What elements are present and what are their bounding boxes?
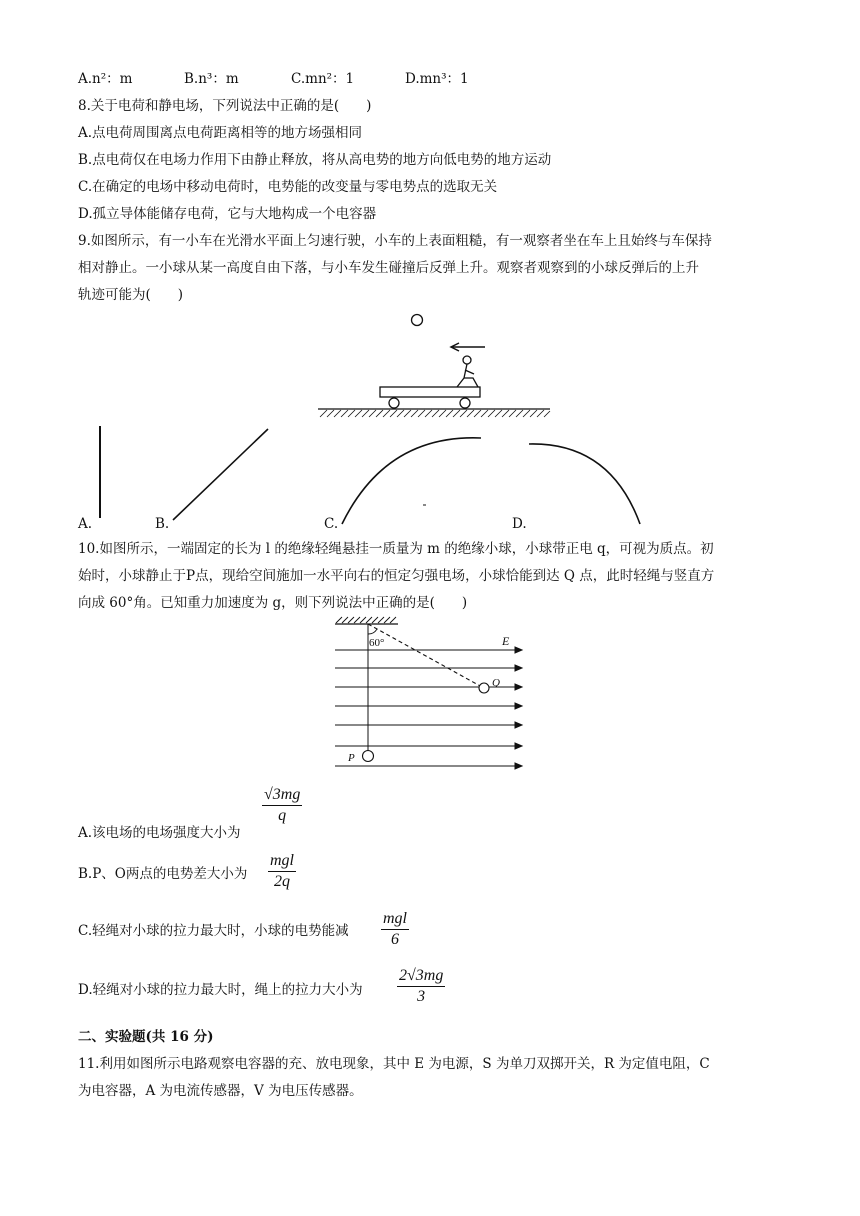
q10-option-b-fraction xyxy=(268,852,296,891)
falling-ball-icon xyxy=(412,315,423,326)
q9-option-a-label: A. xyxy=(78,516,93,532)
q10-option-a-fraction xyxy=(262,786,302,825)
q8-option-d: D.孤立导体能储存电荷，它与大地构成一个电容器 xyxy=(78,206,377,222)
trajectory-d-arc xyxy=(529,444,640,524)
fraction-denominator: 6 xyxy=(391,931,399,948)
q9-cart-figure xyxy=(310,308,560,423)
q10-option-c-fraction xyxy=(381,910,409,949)
q10-stem-line-3: 向成 60°角。已知重力加速度为 g，则下列说法中正确的是( ) xyxy=(78,595,468,611)
fraction-denominator: 2q xyxy=(274,873,290,890)
ceiling-hatching xyxy=(336,617,396,623)
field-label-e: E xyxy=(502,634,510,648)
q10-option-a-text: A.该电场的电场强度大小为 xyxy=(78,825,241,841)
q9-stem-line-3: 轨迹可能为( ) xyxy=(78,287,184,303)
q8-option-c: C.在确定的电场中移动电荷时，电势能的改变量与零电势点的选取无关 xyxy=(78,179,498,195)
q8-option-a: A.点电荷周围离点电荷距离相等的地方场强相同 xyxy=(78,125,363,141)
point-label-q: Q xyxy=(492,677,500,689)
q10-field-figure xyxy=(330,612,530,774)
q7-option-b: B.n³：m xyxy=(184,71,239,87)
fraction-numerator: mgl xyxy=(268,852,296,872)
fraction-denominator: q xyxy=(278,807,287,824)
trajectory-b-diagonal xyxy=(173,429,268,520)
dashed-string-to-q xyxy=(368,624,482,687)
motion-arrow-icon xyxy=(451,343,485,351)
q11-stem-line-2: 为电容器，A 为电流传感器，V 为电压传感器。 xyxy=(78,1083,363,1099)
q10-stem-line-2: 始时，小球静止于P点，现给空间施加一水平向右的恒定匀强电场，小球恰能到达 Q 点，此时轻绳与竖直方 xyxy=(78,568,715,584)
q7-option-a: A.n²：m xyxy=(78,71,133,87)
angle-arc xyxy=(368,629,377,634)
q10-option-b-text: B.P、O两点的电势差大小为 xyxy=(78,866,248,882)
q10-stem-line-1: 10.如图所示，一端固定的长为 l 的绝缘轻绳悬挂一质量为 m 的绝缘小球，小球带正电 q，可视为质点。初 xyxy=(78,541,714,557)
section-heading: 二、实验题(共 16 分) xyxy=(78,1029,214,1045)
q9-option-b-label: B. xyxy=(155,516,170,532)
ball-q-icon xyxy=(479,683,489,693)
cart-wheel-left xyxy=(389,398,399,408)
q10-option-d-text: D.轻绳对小球的拉力最大时，绳上的拉力大小为 xyxy=(78,982,363,998)
angle-label: 60° xyxy=(369,637,385,649)
q11-stem-line-1: 11.利用如图所示电路观察电容器的充、放电现象，其中 E 为电源，S 为单刀双掷开关，R 为定值电阻，C xyxy=(78,1056,710,1072)
fraction-numerator: √3mg xyxy=(262,786,302,806)
cart-body xyxy=(380,387,480,397)
q7-option-d: D.mn³：1 xyxy=(405,71,469,87)
q9-option-c-label: C. xyxy=(324,516,339,532)
ball-p-icon xyxy=(363,751,374,762)
q7-options xyxy=(78,70,578,88)
fraction-numerator: mgl xyxy=(381,910,409,930)
q7-option-c: C.mn²：1 xyxy=(291,71,355,87)
fraction-numerator: 2√3mg xyxy=(397,967,445,987)
fraction-denominator: 3 xyxy=(417,988,426,1005)
q9-stem-line-1: 9.如图所示，有一小车在光滑水平面上匀速行驶，小车的上表面粗糙，有一观察者坐在车上且始终与车保持 xyxy=(78,233,712,249)
point-label-p: P xyxy=(348,752,355,764)
field-lines xyxy=(335,647,522,769)
q9-option-d-label: D. xyxy=(512,516,527,532)
cart-wheel-right xyxy=(460,398,470,408)
observer-figure-icon xyxy=(457,356,478,387)
q10-option-c-text: C.轻绳对小球的拉力最大时，小球的电势能减 xyxy=(78,923,349,939)
ground-hatching xyxy=(320,410,550,417)
q9-trajectory-options xyxy=(70,420,670,530)
trajectory-c-arc xyxy=(342,438,481,524)
q8-stem: 8.关于电荷和静电场，下列说法中正确的是( ) xyxy=(78,98,372,114)
q8-option-b: B.点电荷仅在电场力作用下由静止释放，将从高电势的地方向低电势的地方运动 xyxy=(78,152,552,168)
q9-stem-line-2: 相对静止。一小球从某一高度自由下落，与小车发生碰撞后反弹上升。观察者观察到的小球反弹后的上升 xyxy=(78,260,699,276)
q10-option-d-fraction xyxy=(397,967,445,1006)
